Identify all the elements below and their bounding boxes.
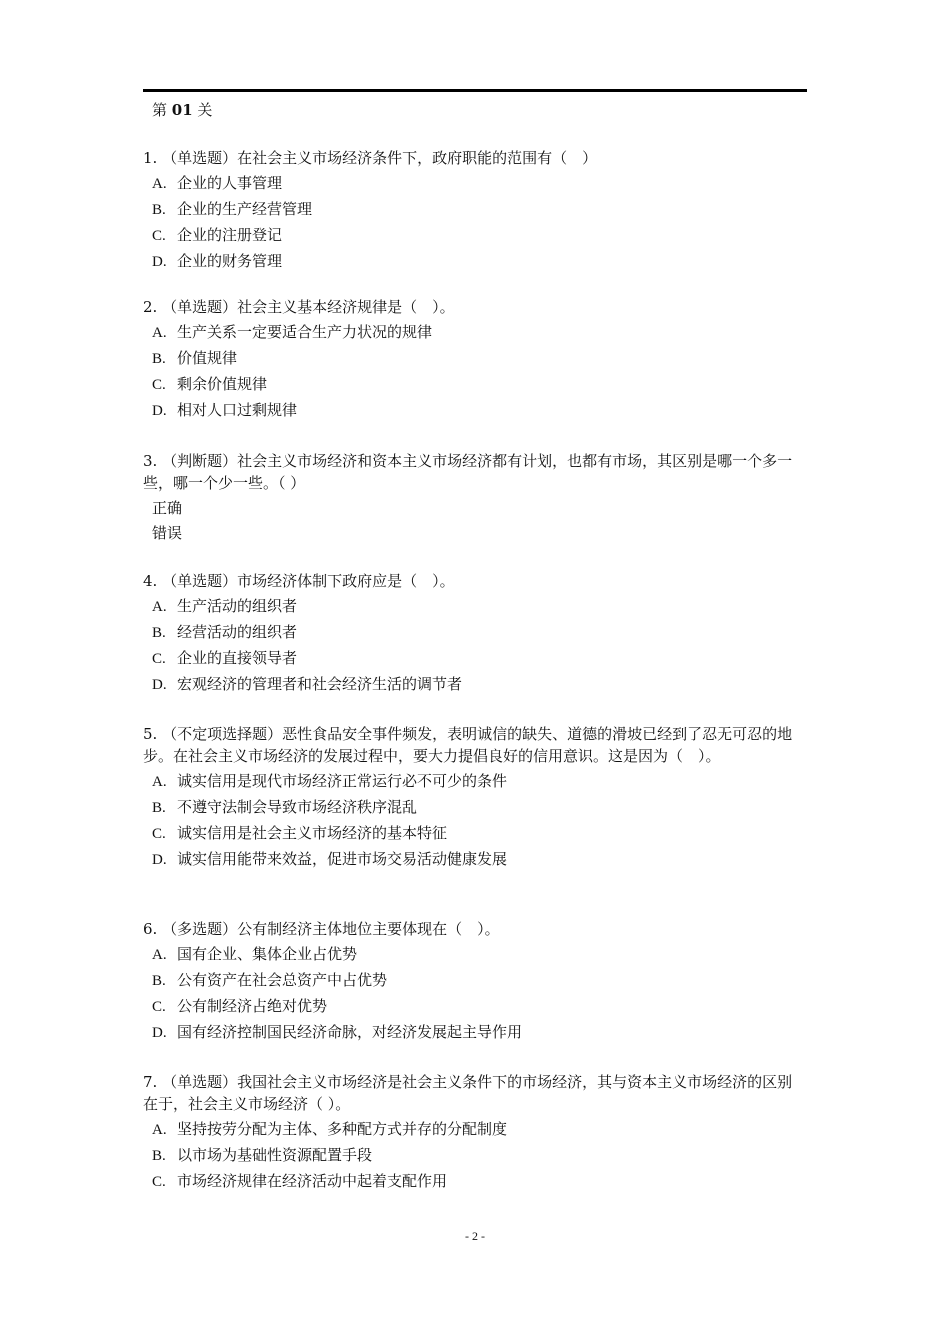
question-5 bbox=[143, 723, 807, 871]
option-text: 以市场为基础性资源配置手段 bbox=[177, 1146, 373, 1164]
option-a[interactable] bbox=[152, 321, 807, 344]
option-letter: B. bbox=[152, 1148, 166, 1164]
option-letter: A. bbox=[152, 774, 167, 790]
option-d[interactable] bbox=[152, 399, 807, 422]
option-text: 国有经济控制国民经济命脉，对经济发展起主导作用 bbox=[177, 1023, 523, 1041]
question-7 bbox=[143, 1071, 807, 1193]
question-stem: 1. （单选题）在社会主义市场经济条件下，政府职能的范围有（ ） bbox=[143, 149, 598, 167]
option-text: 诚实信用能带来效益，促进市场交易活动健康发展 bbox=[177, 850, 508, 868]
option-text: 市场经济规律在经济活动中起着支配作用 bbox=[177, 1172, 448, 1190]
question-2 bbox=[143, 296, 807, 422]
option-a[interactable] bbox=[152, 1118, 807, 1141]
option-d[interactable] bbox=[152, 848, 807, 871]
section-suffix: 关 bbox=[192, 101, 213, 119]
option-c[interactable] bbox=[152, 373, 807, 396]
option-text: 企业的直接领导者 bbox=[177, 649, 298, 667]
option-b[interactable] bbox=[152, 198, 807, 221]
option-letter: D. bbox=[152, 254, 167, 270]
question-1 bbox=[143, 147, 807, 273]
option-letter: B. bbox=[152, 202, 166, 218]
option-c[interactable] bbox=[152, 1170, 807, 1193]
option-letter: C. bbox=[152, 651, 166, 667]
option-letter: B. bbox=[152, 351, 166, 367]
option-letter: C. bbox=[152, 377, 166, 393]
option-text: 国有企业、集体企业占优势 bbox=[177, 945, 358, 963]
option-text: 诚实信用是现代市场经济正常运行必不可少的条件 bbox=[177, 772, 508, 790]
section-number: 01 bbox=[171, 101, 193, 119]
option-text: 诚实信用是社会主义市场经济的基本特征 bbox=[177, 824, 448, 842]
option-letter: D. bbox=[152, 403, 167, 419]
option-text: 剩余价值规律 bbox=[177, 375, 268, 393]
option-letter: C. bbox=[152, 228, 166, 244]
option-a[interactable] bbox=[152, 770, 807, 793]
option-b[interactable] bbox=[152, 969, 807, 992]
option-c[interactable] bbox=[152, 647, 807, 670]
question-stem: 4. （单选题）市场经济体制下政府应是（ ）。 bbox=[143, 572, 455, 590]
option-text: 错误 bbox=[152, 524, 183, 542]
option-letter: B. bbox=[152, 625, 166, 641]
option-b[interactable] bbox=[152, 796, 807, 819]
section-prefix: 第 bbox=[152, 101, 172, 119]
option-letter: C. bbox=[152, 1174, 166, 1190]
option-text: 正确 bbox=[152, 499, 183, 517]
option-d[interactable] bbox=[152, 673, 807, 696]
question-3 bbox=[143, 450, 807, 544]
option-letter: D. bbox=[152, 677, 167, 693]
option-letter: A. bbox=[152, 599, 167, 615]
option-text: 企业的生产经营管理 bbox=[177, 200, 313, 218]
option-letter: A. bbox=[152, 1122, 167, 1138]
question-stem: 6. （多选题）公有制经济主体地位主要体现在（ ）。 bbox=[143, 920, 500, 938]
option-text: 坚持按劳分配为主体、多种配方式并存的分配制度 bbox=[177, 1120, 508, 1138]
top-rule bbox=[143, 89, 807, 92]
option-text: 企业的财务管理 bbox=[177, 252, 283, 270]
option-text: 公有制经济占绝对优势 bbox=[177, 997, 328, 1015]
option-b[interactable] bbox=[152, 347, 807, 370]
question-4 bbox=[143, 570, 807, 696]
option-text: 宏观经济的管理者和社会经济生活的调节者 bbox=[177, 675, 463, 693]
option-text: 企业的注册登记 bbox=[177, 226, 283, 244]
question-stem: 7. （单选题）我国社会主义市场经济是社会主义条件下的市场经济，其与资本主义市场经济的区别在于，社会主义市场经济（ ）。 bbox=[143, 1073, 793, 1113]
option-d[interactable] bbox=[152, 1021, 807, 1044]
option-letter: C. bbox=[152, 999, 166, 1015]
option-c[interactable] bbox=[152, 995, 807, 1018]
option-text: 企业的人事管理 bbox=[177, 174, 283, 192]
option-letter: A. bbox=[152, 947, 167, 963]
question-6 bbox=[143, 918, 807, 1044]
option-letter: D. bbox=[152, 1025, 167, 1041]
option-a[interactable] bbox=[152, 595, 807, 618]
question-stem: 2. （单选题）社会主义基本经济规律是（ ）。 bbox=[143, 298, 455, 316]
option-d[interactable] bbox=[152, 250, 807, 273]
option-text: 生产关系一定要适合生产力状况的规律 bbox=[177, 323, 433, 341]
option-text: 不遵守法制会导致市场经济秩序混乱 bbox=[177, 798, 418, 816]
question-stem: 5. （不定项选择题）恶性食品安全事件频发，表明诚信的缺失、道德的滑坡已经到了忍无可忍的地步。在社会主义市场经济的发展过程中，要大力提倡良好的信用意识。这是因为（ ）。 bbox=[143, 725, 793, 765]
option-text: 价值规律 bbox=[177, 349, 238, 367]
option-text: 生产活动的组织者 bbox=[177, 597, 298, 615]
option-letter: B. bbox=[152, 973, 166, 989]
option-b[interactable] bbox=[152, 1144, 807, 1167]
option-letter: A. bbox=[152, 325, 167, 341]
page-number: - 2 - bbox=[465, 1229, 485, 1243]
option-a[interactable] bbox=[152, 943, 807, 966]
option-text: 经营活动的组织者 bbox=[177, 623, 298, 641]
option-text: 公有资产在社会总资产中占优势 bbox=[177, 971, 388, 989]
option-c[interactable] bbox=[152, 822, 807, 845]
option-letter: D. bbox=[152, 852, 167, 868]
option-letter: B. bbox=[152, 800, 166, 816]
option-letter: A. bbox=[152, 176, 167, 192]
option-false[interactable] bbox=[152, 522, 807, 544]
option-letter: C. bbox=[152, 826, 166, 842]
option-text: 相对人口过剩规律 bbox=[177, 401, 298, 419]
option-true[interactable] bbox=[152, 497, 807, 519]
section-title bbox=[152, 100, 212, 120]
question-stem: 3. （判断题）社会主义市场经济和资本主义市场经济都有计划，也都有市场，其区别是哪一个多一些，哪一个少一些。（ ） bbox=[143, 452, 793, 492]
option-c[interactable] bbox=[152, 224, 807, 247]
option-b[interactable] bbox=[152, 621, 807, 644]
option-a[interactable] bbox=[152, 172, 807, 195]
